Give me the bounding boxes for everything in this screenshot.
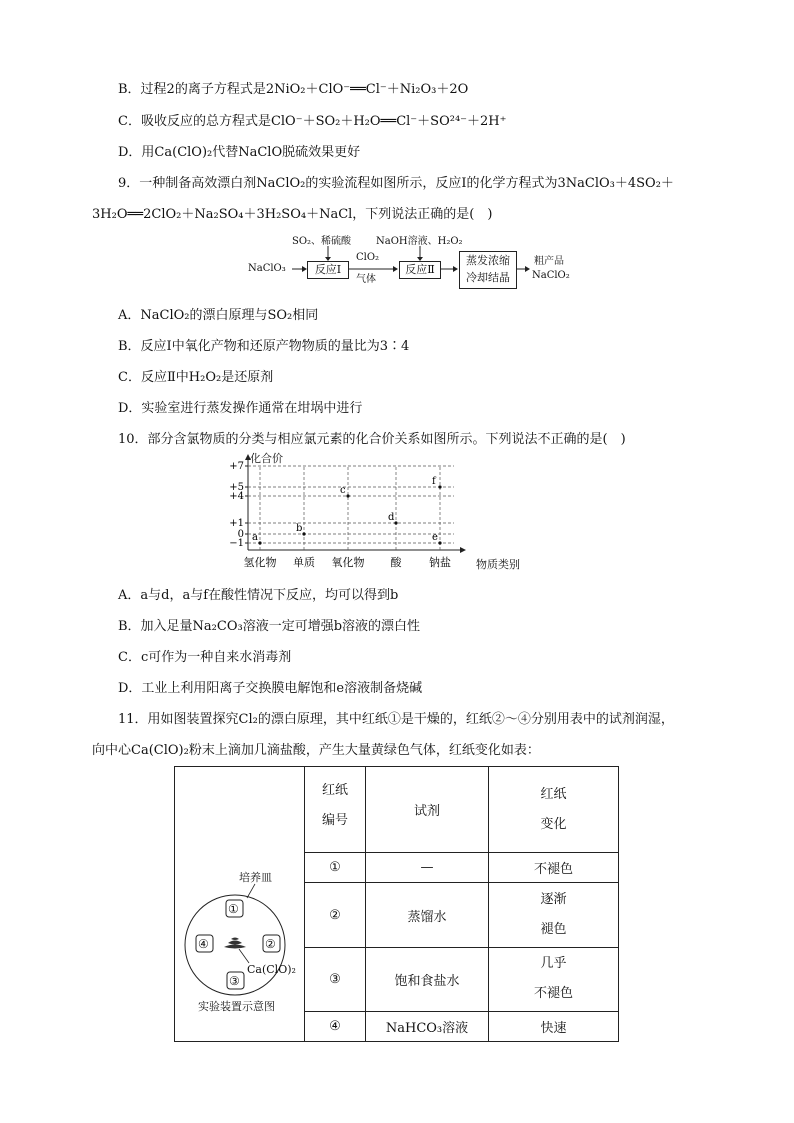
q11-stem-line2: 向中心Ca(ClO)₂粉末上滴加几滴盐酸，产生大量黄绿色气体，红纸变化如表：	[92, 743, 540, 758]
q9-option-c: C．反应Ⅱ中H₂O₂是还原剂	[118, 370, 274, 385]
option-d-prev: D．用Ca(ClO)₂代替NaClO脱硫效果更好	[118, 145, 361, 160]
header-no-line1: 红纸	[321, 782, 348, 798]
q9-option-b: B．反应Ⅰ中氧化产物和还原产物物质的量比为3∶4	[118, 339, 410, 354]
point-label-b: b	[296, 523, 303, 534]
point-label-e: e	[432, 532, 438, 543]
flow-step3-line2: 冷却结晶	[466, 271, 510, 284]
row3-change	[489, 947, 619, 1011]
point-c	[346, 494, 349, 497]
chart-xlabel: 物质类别	[476, 558, 520, 571]
row2-reagent: 蒸馏水	[366, 883, 489, 947]
point-label-d: d	[388, 512, 395, 523]
q9-option-d: D．实验室进行蒸发操作通常在坩埚中进行	[118, 401, 363, 416]
option-c-prev: C．吸收反应的总方程式是ClO⁻＋SO₂＋H₂O══Cl⁻＋SO²⁴⁻＋2H⁺	[118, 114, 507, 129]
x-tick-label: 单质	[293, 556, 315, 569]
row4-reagent: NaHCO₃溶液	[366, 1011, 489, 1041]
flow-step3-line1: 蒸发浓缩	[466, 254, 510, 267]
option-b-prev: B．过程2的离子方程式是2NiO₂＋ClO⁻══Cl⁻＋Ni₂O₃＋2O	[118, 82, 469, 97]
row4-change: 快速	[489, 1011, 619, 1041]
point-label-a: a	[252, 532, 258, 543]
flow-step2: 反应Ⅱ	[399, 261, 441, 279]
x-tick-label: 氧化物	[331, 556, 365, 569]
flow-mid-top: ClO₂	[356, 252, 380, 263]
row1-change: 不褪色	[489, 853, 619, 883]
point-b	[302, 532, 305, 535]
row3-no: ③	[305, 947, 366, 1011]
y-tick-label: +4	[229, 491, 244, 502]
point-e	[438, 541, 441, 544]
flow-product-line2: NaClO₂	[532, 270, 570, 281]
paper-4-label: ④	[198, 937, 209, 951]
dish-label: 培养皿	[239, 871, 272, 884]
paper-3-label: ③	[229, 974, 240, 988]
flow-product-line1: 粗产品	[534, 256, 564, 267]
header-reagent: 试剂	[366, 767, 489, 853]
row3-change-line1: 几乎	[540, 956, 567, 972]
row2-change-line1: 逐渐	[540, 892, 567, 908]
q9-stem-line2: 3H₂O══2ClO₂＋Na₂SO₄＋3H₂SO₄＋NaCl，下列说法正确的是( )	[92, 207, 493, 222]
point-a	[258, 541, 261, 544]
header-change-line1: 红纸	[540, 786, 567, 802]
row4-no: ④	[305, 1011, 366, 1041]
q9-flow-diagram	[248, 228, 578, 290]
paper-2-label: ②	[265, 937, 276, 951]
y-tick-label: +1	[229, 518, 244, 529]
row3-reagent: 饱和食盐水	[366, 947, 489, 1011]
row2-change	[489, 883, 619, 947]
header-change-line2: 变化	[540, 816, 567, 832]
q9-option-a: A．NaClO₂的漂白原理与SO₂相同	[118, 308, 319, 323]
x-tick-label: 酸	[390, 556, 402, 569]
diagram-caption: 实验装置示意图	[198, 1000, 275, 1013]
powder-icon	[224, 938, 246, 949]
flow-step1: 反应Ⅰ	[307, 261, 349, 279]
chart-ylabel: 化合价	[250, 452, 283, 465]
flow-step3	[459, 251, 517, 289]
point-d	[394, 521, 397, 524]
valence-chart-svg	[228, 452, 498, 574]
center-label: Ca(ClO)₂	[247, 963, 296, 976]
q10-stem: 10．部分含氯物质的分类与相应氯元素的化合价关系如图所示。下列说法不正确的是( )	[118, 432, 626, 447]
q11-table	[174, 766, 619, 1042]
point-f	[438, 485, 441, 488]
y-tick-label: −1	[229, 538, 244, 549]
q10-option-a: A．a与d，a与f在酸性情况下反应，均可以得到b	[118, 588, 399, 603]
q10-option-c: C．c可作为一种自来水消毒剂	[118, 650, 292, 665]
apparatus-cell	[175, 767, 305, 1042]
flow-reagent1: SO₂、稀硫酸	[292, 236, 352, 247]
x-tick-label: 钠盐	[429, 556, 451, 569]
q9-stem-line1: 9．一种制备高效漂白剂NaClO₂的实验流程如图所示，反应Ⅰ的化学方程式为3NaClO₃＋4SO₂＋	[118, 176, 674, 191]
header-change	[489, 767, 619, 853]
row1-reagent: —	[366, 853, 489, 883]
flow-mid-bottom: 气体	[356, 274, 376, 285]
x-axis-arrow	[460, 547, 466, 553]
header-no-line2: 编号	[321, 812, 348, 828]
q10-option-d: D．工业上利用阳离子交换膜电解饱和e溶液制备烧碱	[118, 681, 423, 696]
row1-no: ①	[305, 853, 366, 883]
paper-1-label: ①	[228, 902, 239, 916]
y-tick-label: +5	[229, 482, 244, 493]
q11-stem-line1: 11．用如图装置探究Cl₂的漂白原理，其中红纸①是干燥的，红纸②～④分别用表中的试剂润湿，	[118, 712, 674, 727]
point-label-c: c	[340, 485, 346, 496]
flow-reagent2: NaOH溶液、H₂O₂	[376, 236, 463, 247]
y-tick-label: 0	[237, 529, 244, 540]
flow-input: NaClO₃	[248, 263, 286, 274]
row3-change-line2: 不褪色	[533, 986, 573, 1002]
row2-no: ②	[305, 883, 366, 947]
q10-valence-chart	[228, 452, 520, 574]
q10-option-b: B．加入足量Na₂CO₃溶液一定可增强b溶液的漂白性	[118, 619, 421, 634]
x-tick-label: 氢化物	[243, 556, 277, 569]
y-tick-label: +7	[229, 461, 244, 472]
point-label-f: f	[432, 476, 436, 487]
header-no	[305, 767, 366, 853]
row2-change-line2: 褪色	[540, 922, 567, 938]
